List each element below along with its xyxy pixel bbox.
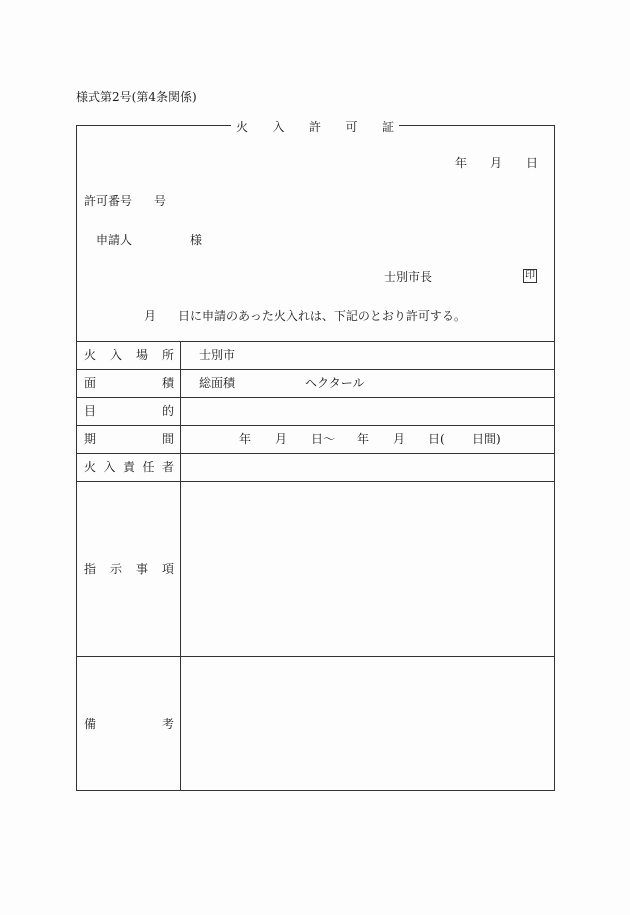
period-duration: 日間) [472,432,501,446]
label-char: 示 [109,562,122,576]
label-char: 入 [109,348,122,362]
title-char: 許 [308,119,321,134]
label-char: 者 [161,460,174,474]
seal-mark: 印 [525,270,535,281]
statement-month: 月 [144,309,157,323]
title-char: 証 [381,119,394,134]
area-unit: ヘクタール [305,376,365,390]
label-char: 事 [135,562,148,576]
permit-number-label: 許可番号 [84,194,133,208]
label-char: 火 [84,348,97,362]
label-char: 面 [84,376,97,390]
label-char: 期 [84,432,97,446]
applicant-honorific: 様 [190,233,203,247]
label-char: 責 [122,460,135,474]
row-divider [76,425,555,426]
column-divider [180,341,181,791]
label-char: 項 [161,562,174,576]
table-top-border [76,341,555,342]
label-char: 任 [142,460,155,474]
period-start-day: 日〜 [311,432,336,446]
row-divider [76,453,555,454]
date-day: 日 [526,156,539,170]
form-reference: 様式第2号(第4条関係) [76,90,197,104]
row-divider [76,481,555,482]
title-char: 入 [272,119,285,134]
remarks-label [84,717,174,731]
period-end-month: 月 [393,432,406,446]
area-label [84,376,174,390]
location-value: 士別市 [199,348,236,362]
permit-number-suffix: 号 [154,194,167,208]
label-char: 考 [161,717,174,731]
row-divider [76,656,555,657]
title-char: 火 [236,119,249,134]
label-char: 積 [161,376,174,390]
row-divider [76,397,555,398]
applicant-label: 申請人 [96,233,133,247]
period-label [84,432,174,446]
label-char: 入 [103,460,116,474]
label-char: 指 [84,562,97,576]
responsible-label [84,460,174,474]
form-frame [76,125,555,791]
period-start-month: 月 [275,432,288,446]
date-year: 年 [455,156,468,170]
title-char: 可 [345,119,358,134]
label-char: 備 [84,717,97,731]
label-char: 間 [161,432,174,446]
statement-text: 日に申請のあった火入れは、下記のとおり許可する。 [178,309,466,323]
date-month: 月 [490,156,503,170]
label-char: 目 [84,404,97,418]
area-prefix: 総面積 [199,376,236,390]
instructions-label [84,562,174,576]
period-end-day: 日( [428,432,445,446]
label-char: 所 [161,348,174,362]
purpose-label [84,404,174,418]
period-start-year: 年 [239,432,252,446]
label-char: 火 [84,460,97,474]
row-divider [76,369,555,370]
issuer-name: 士別市長 [384,270,433,284]
label-char: 場 [135,348,148,362]
label-char: 的 [161,404,174,418]
period-end-year: 年 [357,432,370,446]
form-title [231,118,399,134]
location-label [84,348,174,362]
